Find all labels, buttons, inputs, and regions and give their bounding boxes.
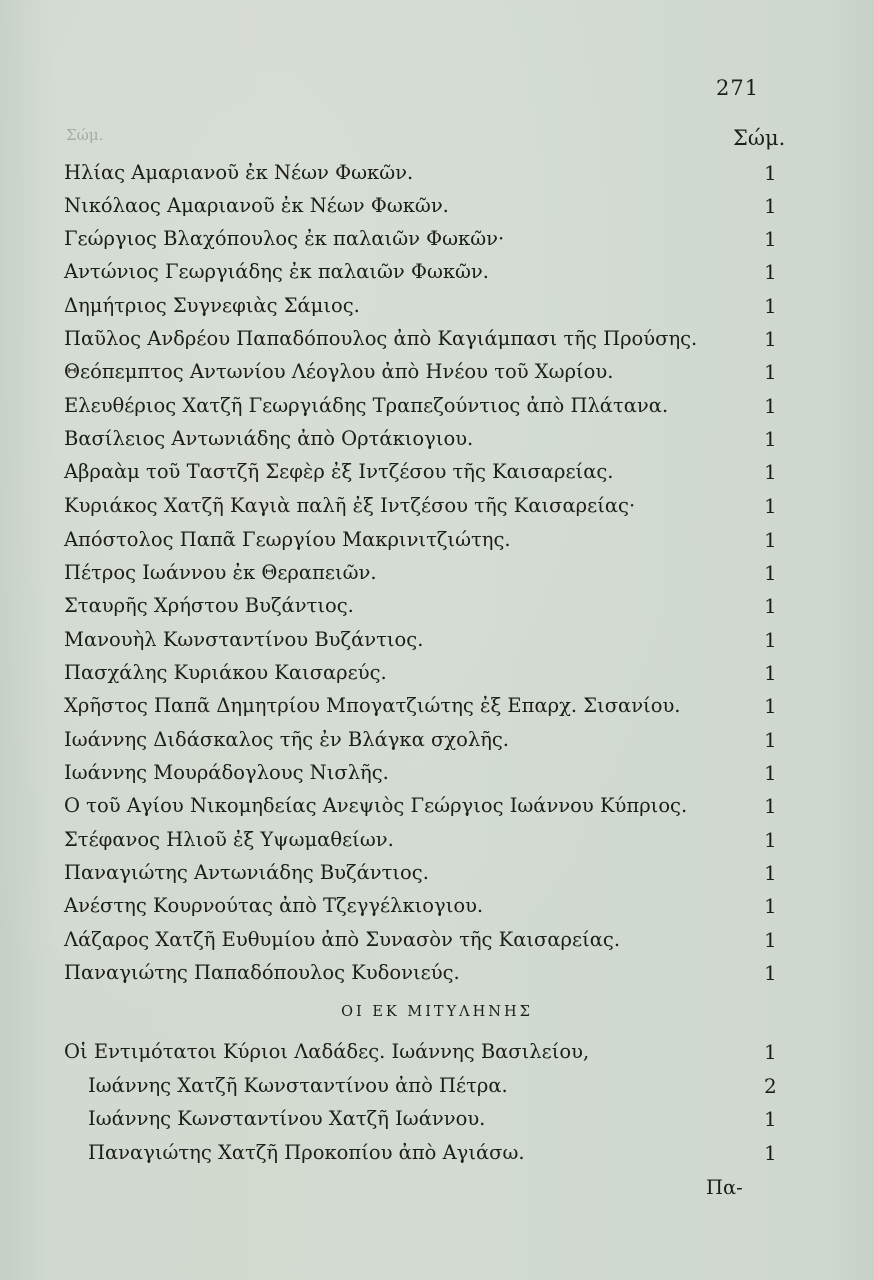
subscriber-count: 1 bbox=[764, 894, 777, 918]
subscriber-name: Χρῆστος Παπᾶ Δημητρίου Μπογατζιώτης ἐξ Επαρχ. Σισανίου. bbox=[64, 694, 681, 717]
list-item bbox=[0, 557, 874, 589]
list-item bbox=[0, 1036, 874, 1068]
subscriber-count: 1 bbox=[764, 594, 777, 618]
subscriber-count: 1 bbox=[764, 494, 777, 518]
subscriber-name: Παναγιώτης Παπαδόπουλος Κυδονιεύς. bbox=[64, 961, 460, 984]
subscriber-name: Νικόλαος Αμαριανοῦ ἐκ Νέων Φωκῶν. bbox=[64, 194, 449, 217]
list-item bbox=[0, 223, 874, 255]
list-item bbox=[0, 524, 874, 556]
list-item bbox=[0, 190, 874, 222]
subscriber-name: Μανουὴλ Κωνσταντίνου Βυζάντιος. bbox=[64, 628, 424, 651]
list-item bbox=[0, 157, 874, 189]
list-item bbox=[0, 390, 874, 422]
subscriber-count: 1 bbox=[764, 460, 777, 484]
subscriber-count: 1 bbox=[764, 561, 777, 585]
subscriber-count: 1 bbox=[764, 828, 777, 852]
subscriber-count: 1 bbox=[764, 294, 777, 318]
list-item bbox=[0, 1070, 874, 1102]
bleed-through-text: Σώμ. bbox=[66, 126, 104, 144]
subscriber-name: Στέφανος Ηλιοῦ ἐξ Υψωμαθείων. bbox=[64, 828, 394, 851]
subscriber-count: 1 bbox=[764, 861, 777, 885]
subscriber-count: 1 bbox=[764, 528, 777, 552]
list-item bbox=[0, 423, 874, 455]
subscriber-count: 1 bbox=[764, 260, 777, 284]
subscriber-name: Βασίλειος Αντωνιάδης ἀπὸ Ορτάκιογιου. bbox=[64, 427, 474, 450]
subscriber-name: Αντώνιος Γεωργιάδης ἐκ παλαιῶν Φωκῶν. bbox=[64, 260, 489, 283]
subscriber-name: Πασχάλης Κυριάκου Καισαρεύς. bbox=[64, 661, 387, 684]
list-item bbox=[0, 757, 874, 789]
list-item bbox=[0, 256, 874, 288]
page-number: 271 bbox=[716, 76, 760, 100]
list-item bbox=[0, 323, 874, 355]
list-item bbox=[0, 356, 874, 388]
subscriber-name: Παναγιώτης Χατζῆ Προκοπίου ἀπὸ Αγιάσω. bbox=[88, 1141, 525, 1164]
subscriber-count: 1 bbox=[764, 661, 777, 685]
list-item bbox=[0, 624, 874, 656]
subscriber-name: Οἱ Εντιμότατοι Κύριοι Λαδάδες. Ιωάννης Βασιλείου, bbox=[64, 1040, 590, 1063]
list-item bbox=[0, 790, 874, 822]
list-item bbox=[0, 857, 874, 889]
subscriber-name: Πέτρος Ιωάννου ἐκ Θεραπειῶν. bbox=[64, 561, 377, 584]
subscriber-name: Ηλίας Αμαριανοῦ ἐκ Νέων Φωκῶν. bbox=[64, 161, 414, 184]
list-item bbox=[0, 824, 874, 856]
subscriber-name: Ανέστης Κουρνούτας ἀπὸ Τζεγγέλκιογιου. bbox=[64, 894, 484, 917]
subscriber-count: 1 bbox=[764, 427, 777, 451]
list-item bbox=[0, 957, 874, 989]
subscriber-name: Ιωάννης Διδάσκαλος τῆς ἐν Βλάγκα σχολῆς. bbox=[64, 728, 510, 751]
subscriber-name: Σταυρῆς Χρήστου Βυζάντιος. bbox=[64, 594, 354, 617]
subscriber-name: Ελευθέριος Χατζῆ Γεωργιάδης Τραπεζούντιος ἀπὸ Πλάτανα. bbox=[64, 394, 669, 417]
subscriber-count: 1 bbox=[764, 761, 777, 785]
subscriber-count: 1 bbox=[764, 360, 777, 384]
list-item bbox=[0, 890, 874, 922]
catchword: Πα- bbox=[706, 1176, 743, 1199]
subscriber-count: 1 bbox=[764, 227, 777, 251]
list-item bbox=[0, 724, 874, 756]
subscriber-name: Παῦλος Ανδρέου Παπαδόπουλος ἀπὸ Καγιάμπασι τῆς Προύσης. bbox=[64, 327, 698, 350]
subscriber-count: 1 bbox=[764, 161, 777, 185]
subscriber-name: Ιωάννης Μουράδογλους Νισλῆς. bbox=[64, 761, 389, 784]
subscriber-name: Θεόπεμπτος Αντωνίου Λέογλου ἀπὸ Ηνέου τοῦ Χωρίου. bbox=[64, 360, 614, 383]
list-item bbox=[0, 290, 874, 322]
subscriber-name: Κυριάκος Χατζῆ Καγιὰ παλῆ ἐξ Ιντζέσου τῆς Καισαρείας· bbox=[64, 494, 636, 517]
list-item bbox=[0, 924, 874, 956]
list-item bbox=[0, 590, 874, 622]
list-item bbox=[0, 1137, 874, 1169]
subscriber-count: 1 bbox=[764, 628, 777, 652]
subscriber-count: 1 bbox=[764, 327, 777, 351]
list-item bbox=[0, 690, 874, 722]
subscriber-name: Γεώργιος Βλαχόπουλος ἐκ παλαιῶν Φωκῶν· bbox=[64, 227, 505, 250]
subscriber-name: Δημήτριος Συγνεφιὰς Σάμιος. bbox=[64, 294, 360, 317]
subscriber-name: Λάζαρος Χατζῆ Ευθυμίου ἀπὸ Συνασὸν τῆς Καισαρείας. bbox=[64, 928, 621, 951]
subscriber-name: Αβραὰμ τοῦ Ταστζῆ Σεφὲρ ἐξ Ιντζέσου τῆς Καισαρείας. bbox=[64, 460, 614, 483]
list-item bbox=[0, 490, 874, 522]
count-column-header: Σώμ. bbox=[733, 126, 786, 150]
subscriber-name: Παναγιώτης Αντωνιάδης Βυζάντιος. bbox=[64, 861, 429, 884]
section-heading: ΟΙ ΕΚ ΜΙΤΥΛΗΝΗΣ bbox=[341, 1004, 533, 1020]
subscriber-count: 1 bbox=[764, 1040, 777, 1064]
subscriber-count: 1 bbox=[764, 1107, 777, 1131]
subscriber-name: Ο τοῦ Αγίου Νικομηδείας Ανεψιὸς Γεώργιος Ιωάννου Κύπριος. bbox=[64, 794, 688, 817]
subscriber-count: 1 bbox=[764, 961, 777, 985]
subscriber-count: 1 bbox=[764, 728, 777, 752]
subscriber-count: 1 bbox=[764, 928, 777, 952]
subscriber-name: Ιωάννης Κωνσταντίνου Χατζῆ Ιωάννου. bbox=[88, 1107, 486, 1130]
subscriber-count: 1 bbox=[764, 394, 777, 418]
subscriber-count: 2 bbox=[764, 1074, 777, 1098]
subscriber-count: 1 bbox=[764, 194, 777, 218]
list-item bbox=[0, 456, 874, 488]
subscriber-name: Απόστολος Παπᾶ Γεωργίου Μακρινιτζιώτης. bbox=[64, 528, 511, 551]
subscriber-count: 1 bbox=[764, 694, 777, 718]
list-item bbox=[0, 657, 874, 689]
subscriber-count: 1 bbox=[764, 1141, 777, 1165]
subscriber-name: Ιωάννης Χατζῆ Κωνσταντίνου ἀπὸ Πέτρα. bbox=[88, 1074, 508, 1097]
list-item bbox=[0, 1103, 874, 1135]
subscriber-count: 1 bbox=[764, 794, 777, 818]
